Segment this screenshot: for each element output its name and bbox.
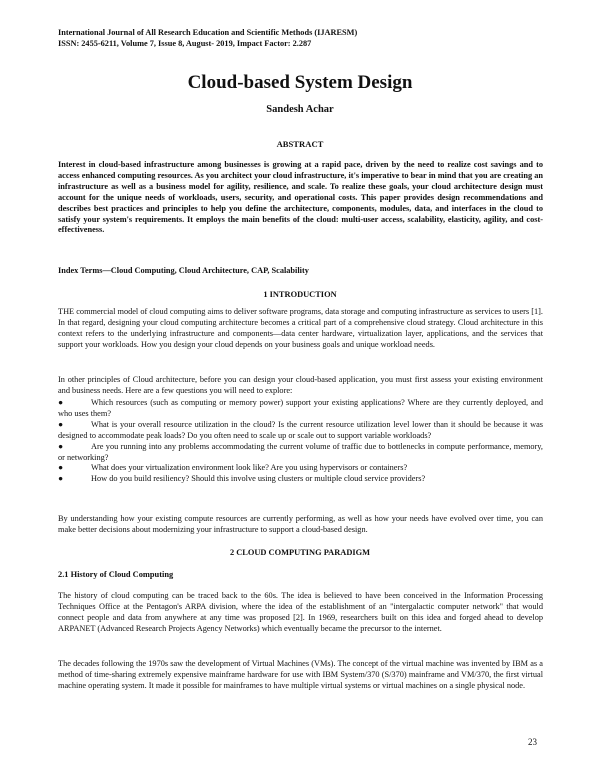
abstract-text: Interest in cloud-based infrastructure among businesses is growing at a rapid pace, driven by the need to realize cost savings and to access enhanced computing resources. As you architect your cloud infrastructure, it's imperative to bear in mind that you are creating an infrastructure as well as a business model for agility, resilience, and scale. To realize these goals, your cloud architecture design must account for the unique needs of workloads, users, security, and operational costs. This paper provides design recommendations and describes best practices and principles to help you define the architecture, components, modules, data, and interfaces in the cloud to satisfy your system's requirements. It employs the main benefits of the cloud: multi-user access, scalability, elasticity, agility, and cost-effectiveness. [58,160,543,235]
abstract-heading: ABSTRACT [276,139,324,149]
index-terms: Index Terms—Cloud Computing, Cloud Architecture, CAP, Scalability [58,266,309,275]
section-heading-paradigm: 2 CLOUD COMPUTING PARADIGM [229,548,371,557]
list-item: ● Are you running into any problems accommodating the current volume of traffic due to bottlenecks in compute performance, memory, or networking? [58,441,543,462]
author-name: Sandesh Achar [266,104,334,115]
section-heading-introduction: 1 INTRODUCTION [263,290,337,299]
intro-paragraph-3: By understanding how your existing compute resources are currently performing, as well as how your needs have evolved over time, you can make better decisions about modernizing your infrastructure to support a cloud-based design. [58,514,543,534]
history-paragraph-2: The decades following the 1970s saw the development of Virtual Machines (VMs). The concept of the virtual machine was invented by IBM as a method of time-sharing extremely expensive mainframe hardware for use with IBM System/370 (S/370) mainframe and VM/370, the first virtual machine operating system. It made it possible for mainframes to have multiple virtual systems or virtual machines on a single physical node. [58,659,543,690]
paper-title: Cloud-based System Design [187,72,413,93]
journal-issn: ISSN: 2455-6211, Volume 7, Issue 8, August- 2019, Impact Factor: 2.287 [58,39,312,48]
bullet-icon: ● [58,463,64,473]
journal-name: International Journal of All Research Education and Scientific Methods (IJARESM) [58,28,358,37]
question-list [58,398,543,485]
list-item: ● What is your overall resource utilization in the cloud? Is the current resource utilization level lower than it should be because it was designed to accommodate peak loads? Do you often need to scale up or scale out to support variable workloads? [58,419,543,440]
bullet-icon: ● [58,474,64,484]
list-item: ● How do you build resiliency? Should this involve using clusters or multiple cloud service providers? [58,474,426,484]
bullet-icon: ● [58,419,64,429]
bullet-icon: ● [58,441,64,451]
journal-header [58,27,558,49]
list-item: ● Which resources (such as computing or memory power) support your existing applications? Where are they currently deployed, and who uses them? [58,398,543,418]
intro-paragraph-2: In other principles of Cloud architecture, before you can design your cloud-based application, you must first assess your existing environment and business needs. Here are a few questions you will need to explore: [58,375,543,395]
subsection-heading-history: 2.1 History of Cloud Computing [58,570,174,579]
list-item: ● What does your virtualization environment look like? Are you using hypervisors or containers? [58,463,408,473]
bullet-icon: ● [58,398,64,407]
intro-paragraph-1: THE commercial model of cloud computing aims to deliver software programs, data storage and computing infrastructure as services to users [1]. In that regard, designing your cloud computing architecture becomes a critical part of a comprehensive cloud strategy. Cloud architecture in this context refers to the underlying infrastructure and components—data center hardware, virtualization layer, applications, and the services that support your workloads. How you design your cloud depends on your business goals and unique workload needs. [58,307,543,349]
history-paragraph-1: The history of cloud computing can be traced back to the 60s. The idea is believed to have been conceived in the Information Processing Techniques Office at the Pentagon's ARPA division, where the idea of the establishment of an "intergalactic computer network" that would connect people and data from anywhere at any time was proposed [2]. In 1969, researchers built on this idea and forged ahead to develop ARPANET (Advanced Research Projects Agency Networks) which eventually became the precursor to the internet. [58,591,543,633]
page-number: 23 [528,737,537,747]
